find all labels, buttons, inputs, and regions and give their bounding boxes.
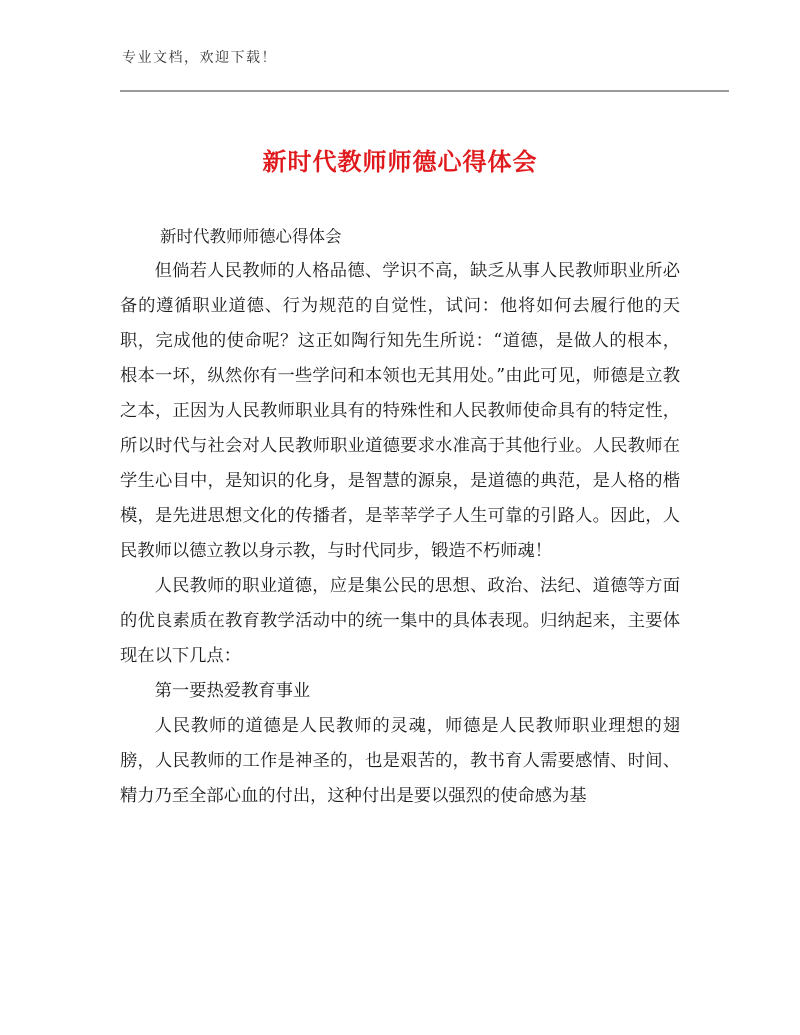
header-divider xyxy=(120,90,729,92)
document-title: 新时代教师师德心得体会 xyxy=(262,148,538,176)
document-body xyxy=(120,219,680,814)
section-heading: 第一要热爱教育事业 xyxy=(154,681,311,701)
paragraph-1: 但倘若人民教师的人格品德、学识不高，缺乏从事人民教师职业所必备的遵循职业道德、行为规范的自觉性，试问：他将如何去履行他的天职，完成他的使命呢？这正如陶行知先生所说：“道德，是做人的根本，根本一坏，纵然你有一些学问和本领也无其用处。”由此可见，师德是立教之本，正因为人民教师职业具有的特殊性和人民教师使命具有的特定性，所以时代与社会对人民教师职业道德要求水准高于其他行业。人民教师在学生心目中，是知识的化身，是智慧的源泉，是道德的典范，是人格的楷模，是先进思想文化的传播者，是莘莘学子人生可靠的引路人。因此，人民教师以德立教以身示教，与时代同步，锻造不朽师魂！ xyxy=(120,261,680,561)
paragraph-2: 人民教师的职业道德，应是集公民的思想、政治、法纪、道德等方面的优良素质在教育教学活动中的统一集中的具体表现。归纳起来，主要体现在以下几点： xyxy=(120,576,680,666)
document-subtitle: 新时代教师师德心得体会 xyxy=(160,227,342,246)
header-note: 专业文档，欢迎下载！ xyxy=(122,50,277,66)
paragraph-3: 人民教师的道德是人民教师的灵魂，师德是人民教师职业理想的翅膀，人民教师的工作是神圣的，也是艰苦的，教书育人需要感情、时间、精力乃至全部心血的付出，这种付出是要以强烈的使命感为基 xyxy=(120,716,680,806)
